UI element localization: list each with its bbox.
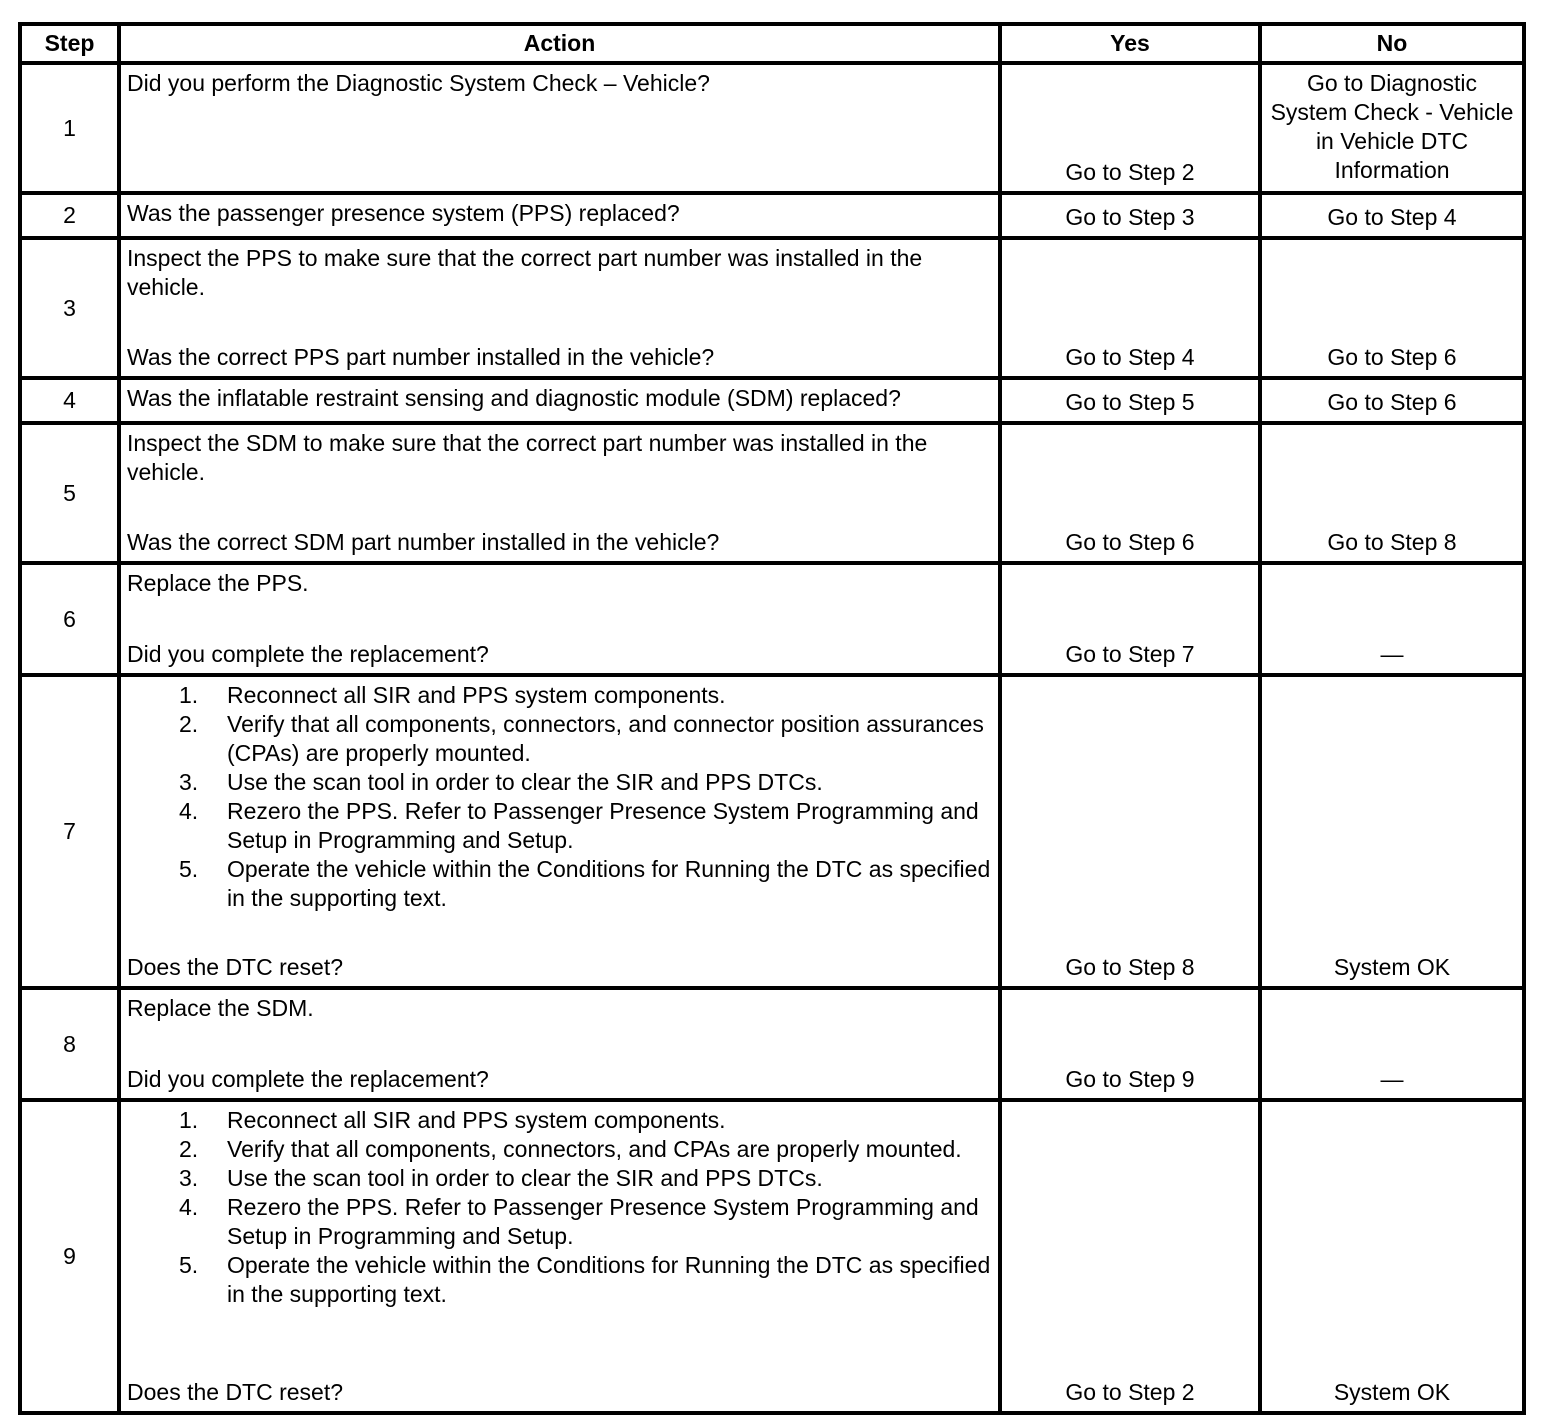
yes-result: Go to Step 7 — [1000, 563, 1260, 675]
action-text: Replace the SDM. — [127, 995, 314, 1021]
substep-number: 3. — [179, 1165, 199, 1191]
action-cell — [119, 238, 1000, 378]
substep-text: Use the scan tool in order to clear the SIR and PPS DTCs. — [227, 769, 823, 795]
table-row — [20, 238, 1524, 378]
no-result: — — [1260, 563, 1524, 675]
substep-list — [127, 681, 992, 913]
substep-list — [127, 1106, 992, 1309]
action-question: Was the correct PPS part number installed in the vehicle? — [127, 344, 715, 370]
action-question: Does the DTC reset? — [127, 1379, 344, 1405]
substep-item — [127, 797, 992, 855]
substep-item — [127, 1135, 992, 1164]
substep-text: Rezero the PPS. Refer to Passenger Presence System Programming and Setup in Programming and Setup. — [227, 1194, 979, 1249]
header-row — [20, 24, 1524, 63]
substep-item — [127, 1251, 992, 1309]
substep-item — [127, 855, 992, 913]
action-cell — [119, 675, 1000, 988]
substep-text: Rezero the PPS. Refer to Passenger Presence System Programming and Setup in Programming and Setup. — [227, 798, 979, 853]
substep-text: Use the scan tool in order to clear the SIR and PPS DTCs. — [227, 1165, 823, 1191]
action-cell — [119, 1100, 1000, 1413]
no-result: System OK — [1260, 1100, 1524, 1413]
substep-text: Verify that all components, connectors, and CPAs are properly mounted. — [227, 1136, 962, 1162]
yes-result: Go to Step 2 — [1000, 1100, 1260, 1413]
no-result: System OK — [1260, 675, 1524, 988]
table-row — [20, 193, 1524, 238]
substep-number: 5. — [179, 856, 199, 882]
substep-text: Operate the vehicle within the Conditions for Running the DTC as specified in the supporting text. — [227, 1252, 991, 1307]
action-text: Was the passenger presence system (PPS) replaced? — [119, 193, 1000, 238]
substep-number: 3. — [179, 769, 199, 795]
substep-number: 4. — [179, 1194, 199, 1220]
no-result: Go to Step 6 — [1260, 238, 1524, 378]
substep-item — [127, 681, 992, 710]
substep-text: Operate the vehicle within the Conditions for Running the DTC as specified in the supporting text. — [227, 856, 991, 911]
action-question: Does the DTC reset? — [127, 954, 344, 980]
step-number: 1 — [20, 63, 119, 193]
yes-result: Go to Step 5 — [1000, 378, 1260, 423]
table-row — [20, 1100, 1524, 1413]
action-question: Did you complete the replacement? — [127, 1066, 489, 1092]
step-number: 7 — [20, 675, 119, 988]
action-text: Inspect the SDM to make sure that the correct part number was installed in the vehicle. — [127, 430, 928, 485]
step-number: 5 — [20, 423, 119, 563]
table-row — [20, 378, 1524, 423]
action-question: Was the correct SDM part number installed in the vehicle? — [127, 529, 720, 555]
substep-item — [127, 710, 992, 768]
header-step: Step — [20, 24, 119, 63]
step-number: 4 — [20, 378, 119, 423]
substep-number: 2. — [179, 1136, 199, 1162]
step-number: 8 — [20, 988, 119, 1100]
header-yes: Yes — [1000, 24, 1260, 63]
no-result: Go to Step 8 — [1260, 423, 1524, 563]
step-number: 6 — [20, 563, 119, 675]
yes-result: Go to Step 6 — [1000, 423, 1260, 563]
table-row — [20, 63, 1524, 193]
substep-text: Verify that all components, connectors, and connector position assurances (CPAs) are properly mounted. — [227, 711, 984, 766]
substep-item — [127, 1106, 992, 1135]
substep-number: 1. — [179, 1107, 199, 1133]
substep-item — [127, 1193, 992, 1251]
substep-number: 4. — [179, 798, 199, 824]
header-no: No — [1260, 24, 1524, 63]
diagnostic-table — [18, 22, 1526, 1415]
no-result: — — [1260, 988, 1524, 1100]
step-number: 2 — [20, 193, 119, 238]
step-number: 9 — [20, 1100, 119, 1413]
no-result: Go to Step 6 — [1260, 378, 1524, 423]
header-action: Action — [119, 24, 1000, 63]
action-text: Was the inflatable restraint sensing and diagnostic module (SDM) replaced? — [119, 378, 1000, 423]
substep-text: Reconnect all SIR and PPS system components. — [227, 682, 726, 708]
step-number: 3 — [20, 238, 119, 378]
action-text: Replace the PPS. — [127, 570, 309, 596]
action-cell — [119, 988, 1000, 1100]
substep-text: Reconnect all SIR and PPS system components. — [227, 1107, 726, 1133]
table-row — [20, 988, 1524, 1100]
action-cell — [119, 563, 1000, 675]
substep-item — [127, 768, 992, 797]
no-result: Go to Diagnostic System Check - Vehicle in Vehicle DTC Information — [1260, 63, 1524, 193]
yes-result: Go to Step 4 — [1000, 238, 1260, 378]
table-row — [20, 563, 1524, 675]
no-result: Go to Step 4 — [1260, 193, 1524, 238]
substep-item — [127, 1164, 992, 1193]
yes-result: Go to Step 2 — [1000, 63, 1260, 193]
substep-number: 2. — [179, 711, 199, 737]
action-question: Did you complete the replacement? — [127, 641, 489, 667]
substep-number: 5. — [179, 1252, 199, 1278]
yes-result: Go to Step 9 — [1000, 988, 1260, 1100]
action-text: Did you perform the Diagnostic System Check – Vehicle? — [119, 63, 1000, 193]
yes-result: Go to Step 8 — [1000, 675, 1260, 988]
substep-number: 1. — [179, 682, 199, 708]
table-row — [20, 675, 1524, 988]
table-row — [20, 423, 1524, 563]
yes-result: Go to Step 3 — [1000, 193, 1260, 238]
action-text: Inspect the PPS to make sure that the correct part number was installed in the vehicle. — [127, 245, 923, 300]
action-cell — [119, 423, 1000, 563]
